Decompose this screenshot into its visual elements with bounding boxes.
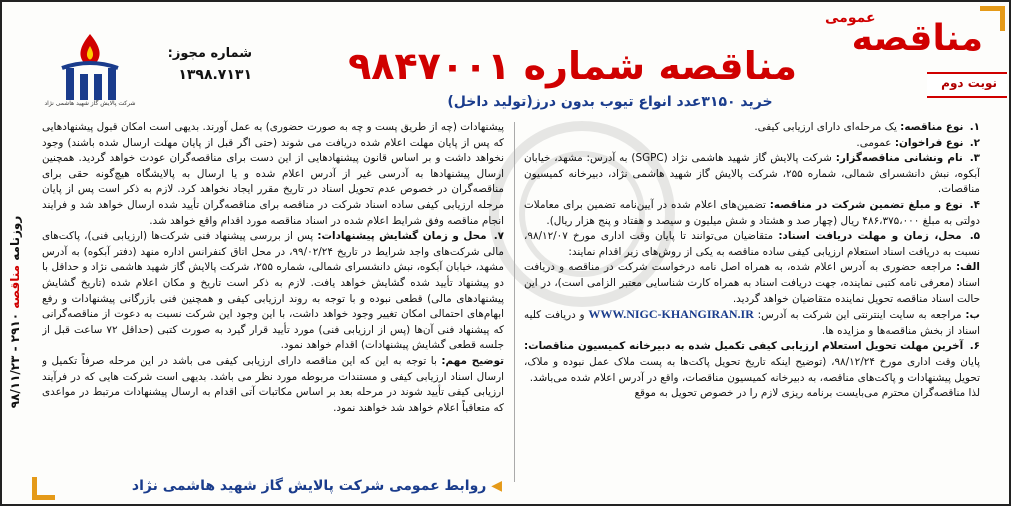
clause-7 xyxy=(42,229,504,354)
clause-5-be xyxy=(524,307,980,339)
clause-text: پس از بررسی پیشنهاد فنی شرکت‌ها (ارزیابی فنی)، پاکت‌های مالی شرکت‌های واجد شرایط در تاریخ ۹۹/۰۲/۲۴، در محل اتاق کنفرانس اداره منهد (دفتر آبکوه) به آدرس مشهد، خیابان آبکوه، نبش دانشسرای شمالی، شماره ۲۵۵، شرکت پالایش گاز شهید هاشمی نژاد و حداقل با دو پیشنهاد تأیید شده گشایش خواهد یافت. لازم به ذکر است تاریخ و مکان اعلام شده (تاریخ گشایش پیشنهادهای مالی) قطعی نبوده و با توجه به روند ارزیابی کیفی و همچنین فنی بازرگانی پیشنهادات و رفع ابهام‌های احتمالی امکان تغییر وجود خواهد داشت، با این وجود این شرکت نسبت به دعوت از مناقصه‌گرانی که پیشنهاد فنی آن‌ها (پس از ارزیابی فنی) مورد تأیید قرار گیرد به صورت کتبی (حداقل ۷۲ ساعت قبل از جلسه قطعی گشایش پیشنهادات) اقدام خواهد نمود. xyxy=(42,230,504,352)
clause-label: محل، زمان و مهلت دریافت اسناد: xyxy=(778,230,962,243)
badge-small-text: عمومی xyxy=(825,10,876,26)
clause-number: ۷. xyxy=(493,230,504,243)
column-divider xyxy=(514,122,515,482)
page-subtitle: خرید ۳۱۵۰عدد انواع تیوب بدون درز(تولید داخل) xyxy=(447,94,773,110)
side-strip-suffix: ۲۹۱۰ - ۹۸/۱۱/۲۳ xyxy=(8,312,22,409)
footer-arrow-icon: ◀ xyxy=(491,478,502,494)
clause-text: متقاضیان می‌توانند تا پایان وقت اداری مورخ ۹۸/۱۲/۰۷، نسبت به دریافت اسناد استعلام ارزیابی کیفی ساده مناقصه به یکی از روش‌های زیر اقدام نمایند: xyxy=(524,230,980,258)
clause-label: نوع و مبلغ تضمین شرکت در مناقصه: xyxy=(769,198,963,211)
clause-label: نوع مناقصه: xyxy=(900,121,964,133)
clause-label: محل و زمان گشایش پیشنهادات: xyxy=(317,230,487,243)
page-title: مناقصه شماره ۹۸۴۷۰۰۱ xyxy=(348,44,797,88)
clause-label: نوع فراخوان: xyxy=(894,136,964,149)
corner-bracket-top-right xyxy=(980,6,1005,31)
round-label-text: نوبت دوم xyxy=(941,76,997,90)
side-strip-text xyxy=(8,216,22,409)
clause-number: ۴. xyxy=(969,198,980,211)
permit-label: شماره مجوز: xyxy=(167,46,252,61)
footer-text: روابط عمومی شرکت پالایش گاز شهید هاشمی نژاد xyxy=(131,478,487,494)
corner-bracket-bottom-left xyxy=(32,477,55,500)
important-note xyxy=(42,354,504,416)
side-strip-brand: مناقصه xyxy=(8,264,22,309)
clause-text: پایان وقت اداری مورخ ۹۸/۱۲/۲۴، (توضیح اینکه تاریخ تحویل پاکت‌ها به پست ملاک عمل نبوده و ملاک، تحویل پیشنهادات و پاکت‌های مناقصه، به دبیرخانه کمیسیون مناقصات، واقع در آدرس اعلام شده می‌باشد. xyxy=(524,355,980,384)
right-text-column xyxy=(524,120,980,488)
side-strip xyxy=(4,132,26,492)
clause-1 xyxy=(524,120,980,136)
clause-5-alef xyxy=(524,260,980,307)
clause-number: ۵. xyxy=(969,230,980,243)
logo-caption: شرکت پالایش گاز شهید هاشمی نژاد xyxy=(44,100,136,107)
clause-number: ۳. xyxy=(969,152,980,165)
clause-6 xyxy=(524,339,980,386)
footer-signature xyxy=(62,478,502,502)
clause-label: نام ونشانی مناقصه‌گزار: xyxy=(835,152,963,165)
round-label xyxy=(927,72,1007,98)
continuation-paragraph: پیشنهادات (چه از طریق پست و چه به صورت حضوری) به عمل آورند. بدیهی است امکان قبول پیشنهادهایی که پس از پایان مهلت اعلام شده دریافت می شوند (حتی اگر قبل از پایان مهلت ارسال شده باشند) وجود نخواهد داشت و بر اساس قانون پیشنهادهایی از این دست برای مناقصه‌گران عودت خواهد گردید. همچنین ارسال پیشنهادها به آدرسی غیر از آدرس اعلام شده و یا ارسال به پالایشگاه هیچ‌گونه حقی برای مناقصه‌گران در خصوص عدم تحویل اسناد در تاریخ مقرر ایجاد نخواهد کرد. لازم به ذکر است پس از پایان مرحله ارزیابی کیفی ساده اسناد شرکت در مناقصه برای مناقصه‌گران تأیید شده ارسال خواهد شد و فرایند انجام مناقصه وفق شرایط اعلام شده در اسناد مناقصه مورد اقدام واقع خواهد شد. xyxy=(42,121,504,227)
clause-3 xyxy=(524,151,980,198)
note-label: توضیح مهم: xyxy=(441,354,504,367)
clause-5 xyxy=(524,229,980,260)
clause-text: شرکت پالایش گاز شهید هاشمی نژاد (SGPC) به آدرس: مشهد، خیابان آبکوه، نبش دانشسرای شمالی، شماره ۲۵۵، شرکت پالایش گاز شهید هاشمی نژاد، دبیرخانه کمیسیون مناقصات. xyxy=(524,152,980,196)
sub-clause-text-after: و دریافت کلیه اسناد از بخش مناقصه‌ها و مزایده ها. xyxy=(524,309,980,337)
clause-text: یک مرحله‌ای دارای ارزیابی کیفی. xyxy=(754,121,897,133)
sub-clause-text: مراجعه به سایت اینترنتی این شرکت به آدرس: xyxy=(757,309,962,322)
permit-number: ۱۳۹۸.۷۱۳۱ xyxy=(178,67,252,83)
sub-clause-text: مراجعه حضوری به آدرس اعلام شده، به همراه اصل نامه درخواست شرکت در مناقصه و دریافت اسناد (معرفی نامه کتبی نماینده، جهت دریافت اسناد به همراه کارت شناسایی معتبر الزامی است)، در این حالت اسناد مناقصه تحویل نماینده متقاضیان خواهد گردید. xyxy=(524,261,980,305)
clause-number: ۲. xyxy=(969,136,980,149)
company-logo-icon xyxy=(58,30,122,110)
clause-4 xyxy=(524,198,980,229)
left-text-column xyxy=(42,120,504,468)
side-strip-prefix: روزنامه xyxy=(8,215,22,261)
clause-2 xyxy=(524,136,980,152)
clause-label: آخرین مهلت تحویل استعلام ارزیابی کیفی تکمیل شده به دبیرخانه کمیسیون مناقصات: xyxy=(524,340,964,353)
permit-block xyxy=(132,46,252,83)
badge-main-text: مناقصه xyxy=(851,18,983,59)
clause-text: عمومی. xyxy=(856,136,892,149)
note-text: با توجه به این که این مناقصه دارای ارزیابی کیفی می باشد در این مرحله صرفاً تکمیل و ارسال اسناد ارزیابی کیفی و مستندات مربوطه مورد نظر می باشد. بدیهی است شرکت هایی که در فرآیند ارزیابی کیفی تأیید شوند در مرحله بعد بر اساس مکاتبات آتی اقدام به ارسال پیشنهادات مرتبط در مواعدی که متعاقباً اعلام خواهد شد خواهند نمود. xyxy=(42,354,504,414)
clause-number: ۶. xyxy=(969,340,980,353)
website-link[interactable]: WWW.NIGC-KHANGIRAN.IR xyxy=(588,307,754,322)
clause-text: تضمین‌های اعلام شده در آیین‌نامه تضمین برای معاملات دولتی به مبلغ ۴۸۶،۳۷۵،۰۰۰ ریال (چهار صد و هشتاد و شش میلیون و سیصد و هفتاد و پنج هزار ریال). xyxy=(524,198,980,227)
sub-clause-label: ب: xyxy=(965,309,980,322)
sub-clause-label: الف: xyxy=(956,261,980,274)
clause-number: ۱. xyxy=(969,121,980,133)
closing-line: لذا مناقصه‌گران محترم می‌بایست برنامه ریزی لازم را در خصوص تحویل به موقع xyxy=(634,387,980,400)
tender-badge xyxy=(823,8,983,66)
